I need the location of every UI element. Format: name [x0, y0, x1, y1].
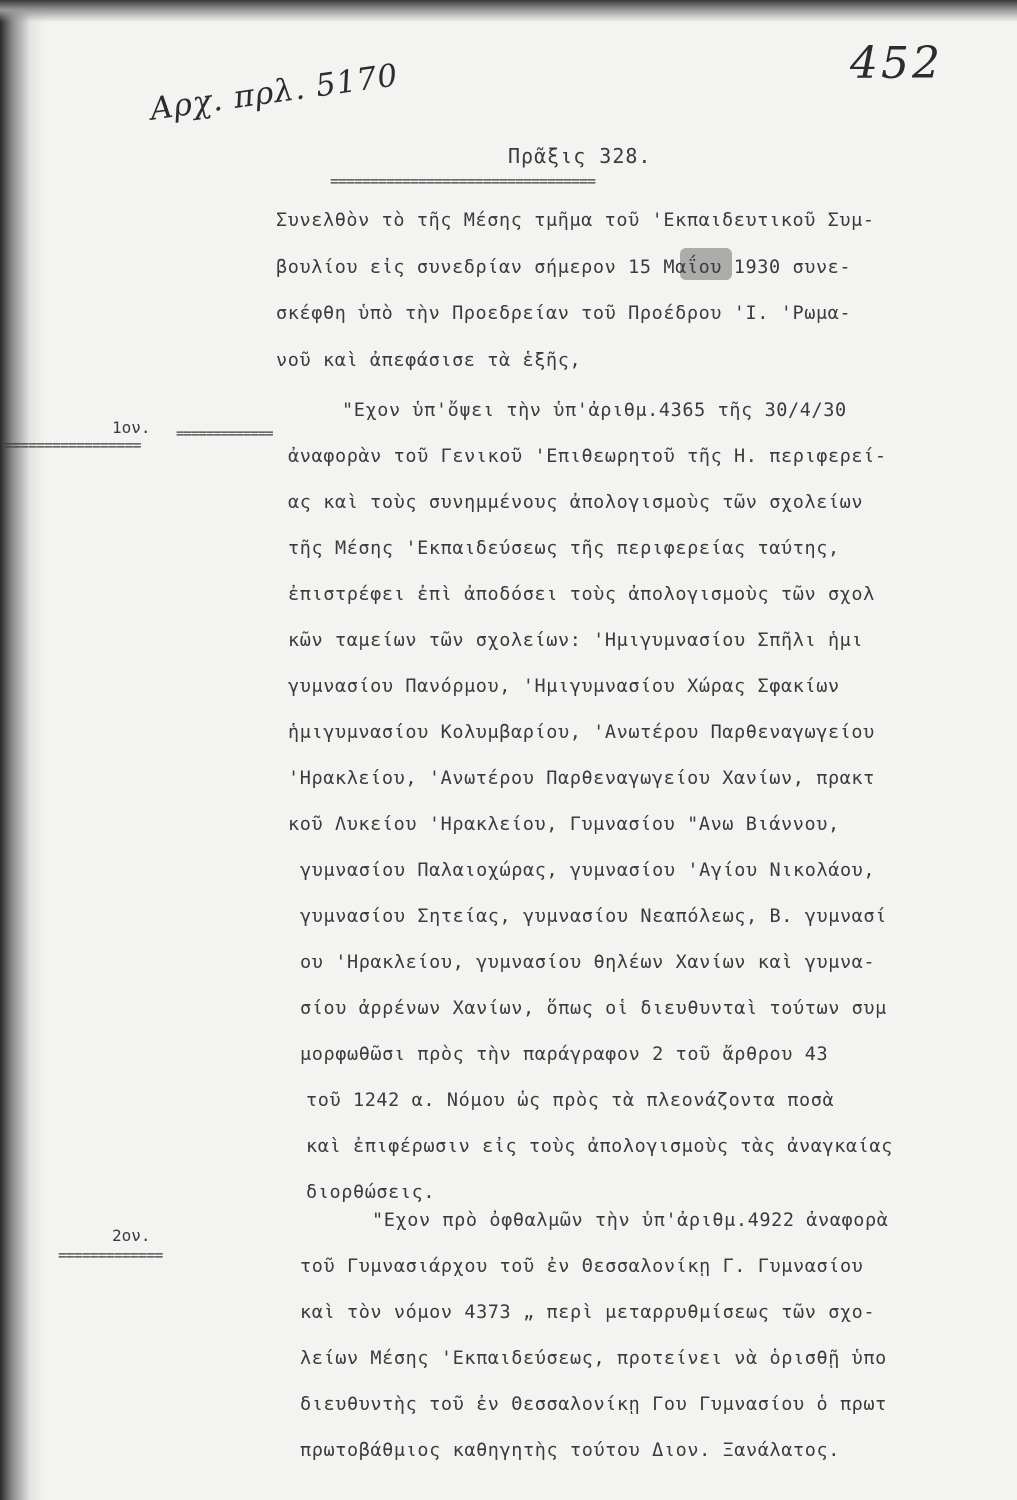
- item1-line-16: τοῦ 1242 α. Νόμου ὡς πρὸς τὰ πλεονάζοντα ποσὰ: [306, 1090, 835, 1111]
- margin-label-item-2: 2ον.: [112, 1226, 151, 1245]
- item2-line-3: καὶ τὸν νόμον 4373 „ περὶ μεταρρυθμίσεως τῶν σχο-: [300, 1302, 876, 1323]
- margin-label-item-1: 1ον.: [112, 418, 151, 437]
- margin-rule-item-2: =============: [58, 1246, 163, 1264]
- item1-line-10: κοῦ Λυκείου 'Ηρακλείου, Γυμνασίου "Ανω Βιάννου,: [288, 814, 840, 835]
- item1-line-1: "Εχον ὑπ'ὄψει τὴν ὑπ'ἀριθμ.4365 τῆς 30/4/30: [342, 400, 847, 421]
- margin-rule-item-1: =================: [4, 436, 141, 454]
- intro-line-1: Συνελθὸν τὸ τῆς Μέσης τμῆμα τοῦ 'Εκπαιδευτικοῦ Συμ-: [276, 210, 875, 231]
- page-binding-edge: [0, 0, 46, 1500]
- item1-line-3: ας καὶ τοὺς συνημμένους ἀπολογισμοὺς τῶν σχολείων: [288, 492, 864, 513]
- item1-line-7: γυμνασίου Πανόρμου, 'Ημιγυμνασίου Χώρας Σφακίων: [288, 676, 840, 697]
- item1-line-12: γυμνασίου Σητείας, γυμνασίου Νεαπόλεως, Β. γυμνασί: [300, 906, 887, 927]
- item1-line-8: ἡμιγυμνασίου Κολυμβαρίου, 'Ανωτέρου Παρθεναγωγείου: [288, 722, 875, 743]
- margin-rule-item-1-upper: =============: [176, 426, 273, 442]
- text-line: [276, 210, 875, 231]
- intro-line-4: νοῦ καὶ ἀπεφάσισε τὰ ἑξῆς,: [276, 350, 582, 371]
- handwritten-page-number: 452: [850, 38, 943, 89]
- item1-line-11: γυμνασίου Παλαιοχώρας, γυμνασίου 'Αγίου Νικολάου,: [300, 860, 876, 881]
- item1-line-5: ἐπιστρέφει ἐπὶ ἀποδόσει τοὺς ἀπολογισμοὺς τῶν σχολ: [288, 584, 875, 605]
- handwritten-reference-note: Αρχ. πρλ. 5170: [148, 57, 401, 128]
- item2-line-6: πρωτοβάθμιος καθηγητὴς τούτου Διον. Ξανάλατος.: [300, 1440, 840, 1461]
- intro-line-2: βουλίου εἰς συνεδρίαν σήμερον 15 Μαΐου 1930 συνε-: [276, 257, 852, 278]
- item1-line-15: μορφωθῶσι πρὸς τὴν παράγραφον 2 τοῦ ἄρθρου 43: [300, 1044, 829, 1065]
- page-top-edge: [0, 0, 1017, 22]
- item2-line-2: τοῦ Γυμνασιάρχου τοῦ ἐν Θεσσαλονίκῃ Γ. Γυμνασίου: [300, 1256, 864, 1277]
- item2-line-5: διευθυντὴς τοῦ ἐν Θεσσαλονίκῃ Γου Γυμνασίου ὁ πρωτ: [300, 1394, 887, 1415]
- item1-line-18: διορθώσεις.: [306, 1182, 436, 1203]
- title-underline-rule: =================================: [330, 172, 596, 190]
- intro-line-3: σκέφθη ὑπὸ τὴν Προεδρείαν τοῦ Προέδρου 'Ι. 'Ρωμα-: [276, 303, 852, 324]
- item2-line-4: λείων Μέσης 'Εκπαιδεύσεως, προτείνει νὰ ὁρισθῇ ὑπο: [300, 1348, 887, 1369]
- item1-line-4: τῆς Μέσης 'Εκπαιδεύσεως τῆς περιφερείας ταύτης,: [288, 538, 840, 559]
- item1-line-17: καὶ ἐπιφέρωσιν εἰς τοὺς ἀπολογισμοὺς τὰς ἀναγκαίας: [306, 1136, 893, 1157]
- item1-line-14: σίου ἀρρένων Χανίων, ὅπως οἱ διευθυνταὶ τούτων συμ: [300, 998, 887, 1019]
- item1-line-13: ου 'Ηρακλείου, γυμνασίου θηλέων Χανίων καὶ γυμνα-: [300, 952, 876, 973]
- item2-line-1: "Εχον πρὸ ὀφθαλμῶν τὴν ὑπ'ἀριθμ.4922 ἀναφορὰ: [372, 1210, 889, 1231]
- item1-line-2: ἀναφορὰν τοῦ Γενικοῦ 'Επιθεωρητοῦ τῆς Η. περιφερεί-: [288, 446, 887, 467]
- document-title: Πρᾶξις 328.: [508, 144, 652, 168]
- item1-line-9: 'Ηρακλείου, 'Ανωτέρου Παρθεναγωγείου Χανίων, πρακτ: [288, 768, 875, 789]
- item1-line-6: κῶν ταμείων τῶν σχολείων: 'Ημιγυμνασίου Σπῆλι ἡμι: [288, 630, 864, 651]
